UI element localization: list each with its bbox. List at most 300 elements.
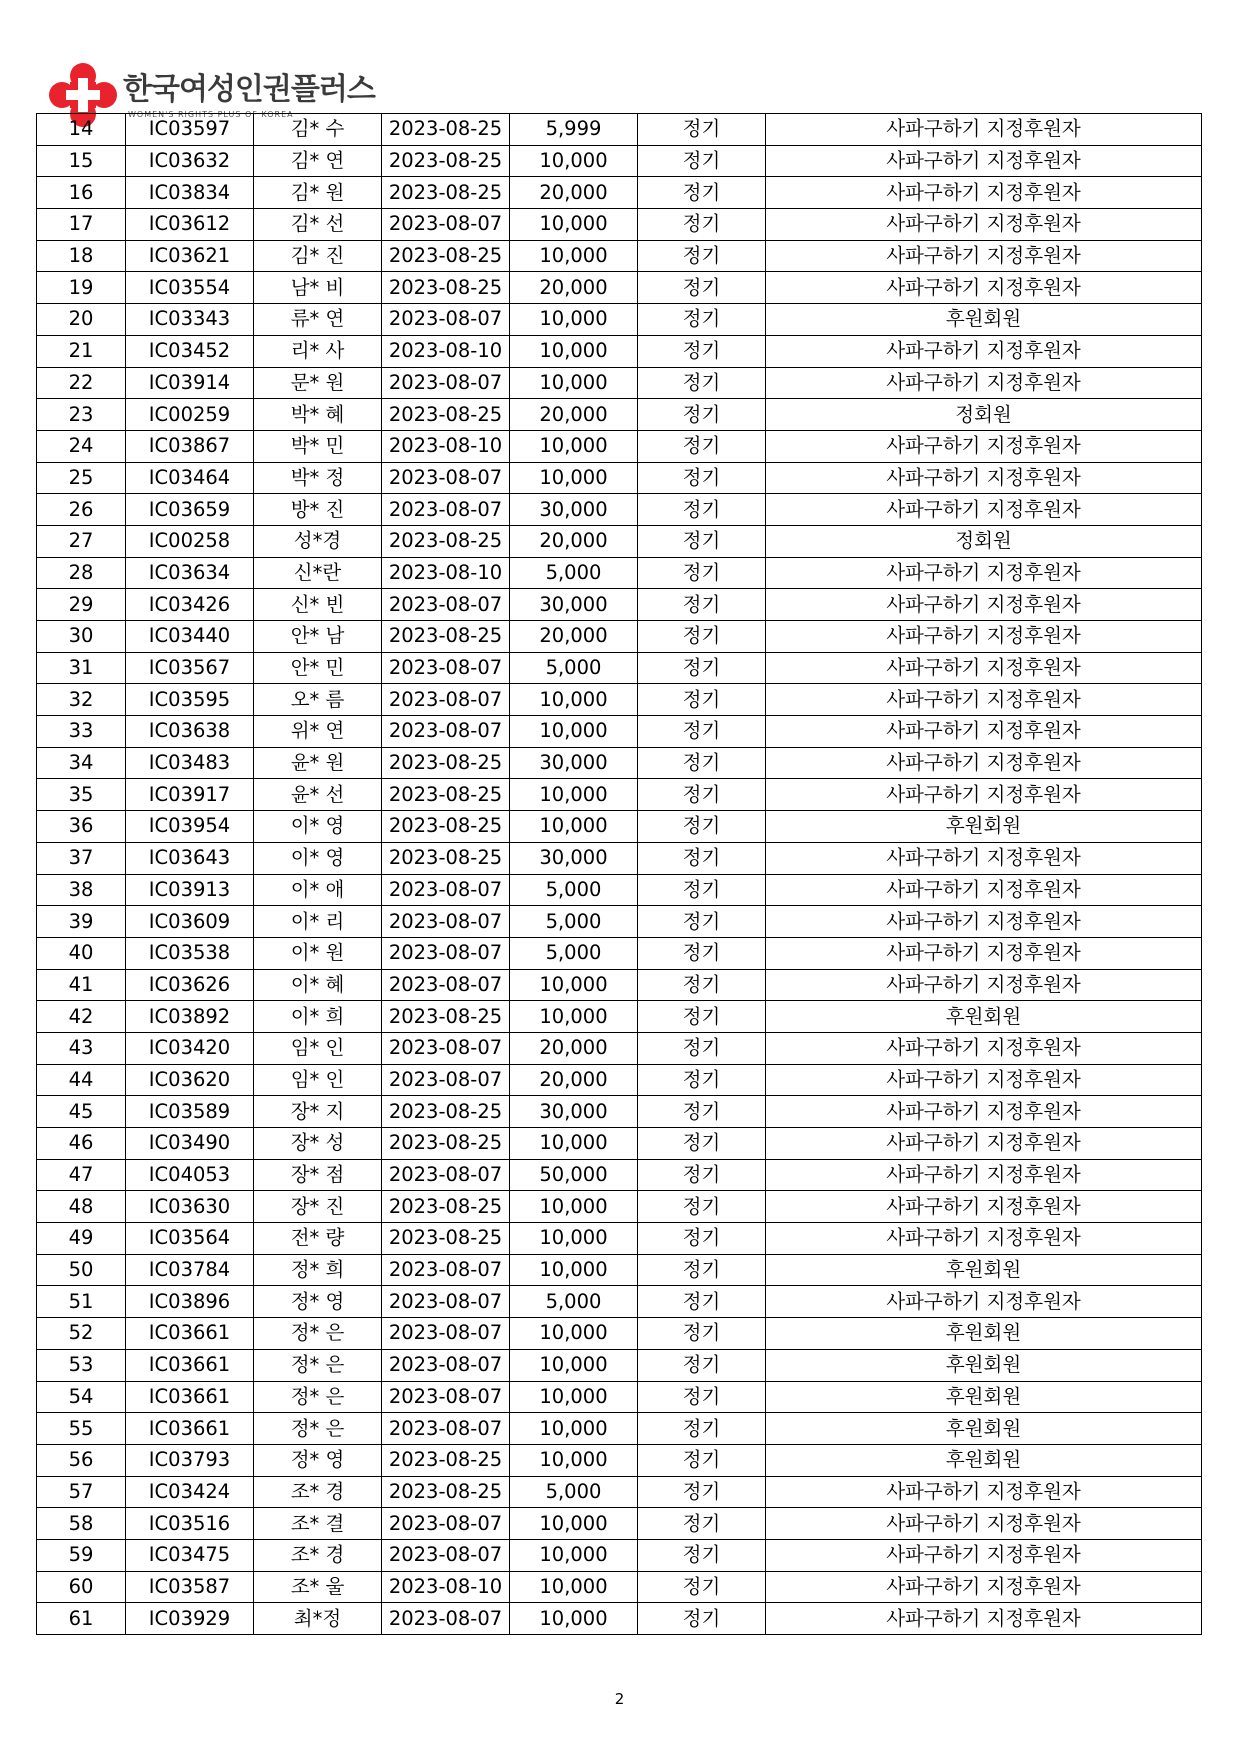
donor-category-cell: 사파구하기 지정후원자: [766, 272, 1202, 304]
table-row: [37, 1508, 1202, 1540]
table-row: [37, 1191, 1202, 1223]
donor-name-cell: 이* 원: [254, 937, 382, 969]
table-row: [37, 1413, 1202, 1445]
table-row: [37, 462, 1202, 494]
payment-date-cell: 2023-08-07: [382, 684, 510, 716]
table-row: [37, 209, 1202, 241]
org-name: 한국여성인권플러스: [123, 72, 375, 107]
page-number: 2: [614, 1690, 625, 1708]
table-row: [37, 399, 1202, 431]
amount-cell: 20,000: [510, 1064, 638, 1096]
payment-date-cell: 2023-08-07: [382, 367, 510, 399]
donor-category-cell: 사파구하기 지정후원자: [766, 747, 1202, 779]
donor-category-cell: 사파구하기 지정후원자: [766, 1159, 1202, 1191]
table-row: [37, 114, 1202, 146]
donor-category-cell: 사파구하기 지정후원자: [766, 462, 1202, 494]
donor-id-cell: IC03634: [126, 557, 254, 589]
donor-category-cell: 사파구하기 지정후원자: [766, 652, 1202, 684]
donor-category-cell: 사파구하기 지정후원자: [766, 367, 1202, 399]
payment-date-cell: 2023-08-07: [382, 716, 510, 748]
amount-cell: 30,000: [510, 842, 638, 874]
table-row: [37, 304, 1202, 336]
payment-date-cell: 2023-08-07: [382, 494, 510, 526]
row-number-cell: 42: [37, 1001, 126, 1033]
donor-id-cell: IC03609: [126, 906, 254, 938]
payment-type-cell: 정기: [638, 779, 766, 811]
payment-type-cell: 정기: [638, 462, 766, 494]
donor-category-cell: 사파구하기 지정후원자: [766, 842, 1202, 874]
donor-name-cell: 안* 민: [254, 652, 382, 684]
payment-date-cell: 2023-08-07: [382, 1508, 510, 1540]
donor-name-cell: 신* 빈: [254, 589, 382, 621]
donor-category-cell: 사파구하기 지정후원자: [766, 1191, 1202, 1223]
donor-id-cell: IC00259: [126, 399, 254, 431]
amount-cell: 10,000: [510, 462, 638, 494]
row-number-cell: 24: [37, 430, 126, 462]
table-row: [37, 367, 1202, 399]
amount-cell: 10,000: [510, 1318, 638, 1350]
payment-date-cell: 2023-08-07: [382, 1539, 510, 1571]
donor-id-cell: IC03490: [126, 1128, 254, 1160]
donor-name-cell: 이* 영: [254, 842, 382, 874]
row-number-cell: 46: [37, 1128, 126, 1160]
row-number-cell: 61: [37, 1603, 126, 1635]
amount-cell: 10,000: [510, 969, 638, 1001]
row-number-cell: 47: [37, 1159, 126, 1191]
row-number-cell: 27: [37, 525, 126, 557]
payment-date-cell: 2023-08-25: [382, 811, 510, 843]
amount-cell: 10,000: [510, 1349, 638, 1381]
amount-cell: 20,000: [510, 1032, 638, 1064]
donor-id-cell: IC03892: [126, 1001, 254, 1033]
donor-id-cell: IC03913: [126, 874, 254, 906]
donor-id-cell: IC03567: [126, 652, 254, 684]
payment-type-cell: 정기: [638, 621, 766, 653]
payment-type-cell: 정기: [638, 1064, 766, 1096]
donor-table-body: [37, 114, 1202, 1635]
row-number-cell: 39: [37, 906, 126, 938]
donor-name-cell: 박* 정: [254, 462, 382, 494]
row-number-cell: 52: [37, 1318, 126, 1350]
table-row: [37, 145, 1202, 177]
donor-id-cell: IC03621: [126, 240, 254, 272]
donor-id-cell: IC03475: [126, 1539, 254, 1571]
donor-category-cell: 사파구하기 지정후원자: [766, 1064, 1202, 1096]
row-number-cell: 14: [37, 114, 126, 146]
donor-name-cell: 이* 리: [254, 906, 382, 938]
donor-category-cell: 후원회원: [766, 1318, 1202, 1350]
payment-type-cell: 정기: [638, 1571, 766, 1603]
donor-name-cell: 위* 연: [254, 716, 382, 748]
row-number-cell: 21: [37, 335, 126, 367]
donor-category-cell: 정회원: [766, 399, 1202, 431]
payment-date-cell: 2023-08-25: [382, 525, 510, 557]
payment-date-cell: 2023-08-25: [382, 145, 510, 177]
payment-type-cell: 정기: [638, 304, 766, 336]
amount-cell: 20,000: [510, 621, 638, 653]
amount-cell: 30,000: [510, 1096, 638, 1128]
payment-type-cell: 정기: [638, 652, 766, 684]
donor-id-cell: IC03420: [126, 1032, 254, 1064]
row-number-cell: 54: [37, 1381, 126, 1413]
amount-cell: 5,000: [510, 557, 638, 589]
amount-cell: 50,000: [510, 1159, 638, 1191]
donor-id-cell: IC04053: [126, 1159, 254, 1191]
row-number-cell: 31: [37, 652, 126, 684]
table-row: [37, 589, 1202, 621]
donor-category-cell: 사파구하기 지정후원자: [766, 779, 1202, 811]
amount-cell: 20,000: [510, 399, 638, 431]
payment-type-cell: 정기: [638, 1444, 766, 1476]
donor-category-cell: 사파구하기 지정후원자: [766, 1286, 1202, 1318]
payment-type-cell: 정기: [638, 399, 766, 431]
donor-category-cell: 사파구하기 지정후원자: [766, 1096, 1202, 1128]
row-number-cell: 38: [37, 874, 126, 906]
payment-type-cell: 정기: [638, 494, 766, 526]
donor-category-cell: 후원회원: [766, 1349, 1202, 1381]
payment-type-cell: 정기: [638, 1159, 766, 1191]
donor-id-cell: IC03587: [126, 1571, 254, 1603]
donor-category-cell: 후원회원: [766, 1254, 1202, 1286]
payment-type-cell: 정기: [638, 240, 766, 272]
payment-date-cell: 2023-08-07: [382, 589, 510, 621]
payment-type-cell: 정기: [638, 145, 766, 177]
payment-type-cell: 정기: [638, 1476, 766, 1508]
payment-date-cell: 2023-08-25: [382, 842, 510, 874]
payment-type-cell: 정기: [638, 811, 766, 843]
donor-category-cell: 사파구하기 지정후원자: [766, 335, 1202, 367]
payment-date-cell: 2023-08-07: [382, 209, 510, 241]
donor-id-cell: IC03661: [126, 1318, 254, 1350]
donor-id-cell: IC03793: [126, 1444, 254, 1476]
payment-date-cell: 2023-08-10: [382, 430, 510, 462]
payment-type-cell: 정기: [638, 969, 766, 1001]
donor-name-cell: 남* 비: [254, 272, 382, 304]
donor-category-cell: 후원회원: [766, 1381, 1202, 1413]
payment-date-cell: 2023-08-07: [382, 1603, 510, 1635]
donor-id-cell: IC03343: [126, 304, 254, 336]
donor-name-cell: 전* 량: [254, 1223, 382, 1255]
payment-date-cell: 2023-08-10: [382, 335, 510, 367]
donor-name-cell: 정* 영: [254, 1444, 382, 1476]
donor-category-cell: 사파구하기 지정후원자: [766, 589, 1202, 621]
amount-cell: 10,000: [510, 1381, 638, 1413]
donor-id-cell: IC03917: [126, 779, 254, 811]
row-number-cell: 58: [37, 1508, 126, 1540]
payment-type-cell: 정기: [638, 335, 766, 367]
donor-name-cell: 김* 선: [254, 209, 382, 241]
row-number-cell: 35: [37, 779, 126, 811]
donor-id-cell: IC03452: [126, 335, 254, 367]
table-row: [37, 1286, 1202, 1318]
amount-cell: 20,000: [510, 525, 638, 557]
donor-name-cell: 김* 진: [254, 240, 382, 272]
donor-id-cell: IC03630: [126, 1191, 254, 1223]
donor-name-cell: 성*경: [254, 525, 382, 557]
donor-category-cell: 사파구하기 지정후원자: [766, 145, 1202, 177]
donor-category-cell: 사파구하기 지정후원자: [766, 1128, 1202, 1160]
amount-cell: 10,000: [510, 1254, 638, 1286]
payment-date-cell: 2023-08-07: [382, 1286, 510, 1318]
donor-id-cell: IC03483: [126, 747, 254, 779]
donor-name-cell: 정* 은: [254, 1318, 382, 1350]
table-row: [37, 1254, 1202, 1286]
amount-cell: 10,000: [510, 209, 638, 241]
donor-category-cell: 사파구하기 지정후원자: [766, 240, 1202, 272]
donor-category-cell: 사파구하기 지정후원자: [766, 1539, 1202, 1571]
payment-date-cell: 2023-08-25: [382, 1096, 510, 1128]
donor-name-cell: 리* 사: [254, 335, 382, 367]
donor-name-cell: 정* 은: [254, 1381, 382, 1413]
donor-category-cell: 사파구하기 지정후원자: [766, 874, 1202, 906]
donor-id-cell: IC03661: [126, 1381, 254, 1413]
donor-name-cell: 오* 름: [254, 684, 382, 716]
payment-date-cell: 2023-08-07: [382, 906, 510, 938]
payment-date-cell: 2023-08-25: [382, 747, 510, 779]
table-row: [37, 937, 1202, 969]
payment-type-cell: 정기: [638, 367, 766, 399]
donor-name-cell: 류* 연: [254, 304, 382, 336]
donor-id-cell: IC03661: [126, 1349, 254, 1381]
donor-id-cell: IC03597: [126, 114, 254, 146]
payment-date-cell: 2023-08-25: [382, 272, 510, 304]
row-number-cell: 20: [37, 304, 126, 336]
payment-type-cell: 정기: [638, 1254, 766, 1286]
amount-cell: 10,000: [510, 1444, 638, 1476]
amount-cell: 10,000: [510, 430, 638, 462]
payment-type-cell: 정기: [638, 1318, 766, 1350]
payment-type-cell: 정기: [638, 842, 766, 874]
table-row: [37, 494, 1202, 526]
donor-name-cell: 김* 원: [254, 177, 382, 209]
donor-category-cell: 사파구하기 지정후원자: [766, 716, 1202, 748]
payment-type-cell: 정기: [638, 1001, 766, 1033]
table-row: [37, 525, 1202, 557]
table-row: [37, 335, 1202, 367]
amount-cell: 10,000: [510, 779, 638, 811]
table-row: [37, 557, 1202, 589]
donor-name-cell: 장* 진: [254, 1191, 382, 1223]
row-number-cell: 32: [37, 684, 126, 716]
payment-date-cell: 2023-08-07: [382, 304, 510, 336]
payment-date-cell: 2023-08-07: [382, 1381, 510, 1413]
payment-date-cell: 2023-08-25: [382, 621, 510, 653]
payment-type-cell: 정기: [638, 906, 766, 938]
donor-id-cell: IC03589: [126, 1096, 254, 1128]
payment-date-cell: 2023-08-07: [382, 1032, 510, 1064]
donor-name-cell: 박* 민: [254, 430, 382, 462]
table-row: [37, 1603, 1202, 1635]
donor-id-cell: IC03896: [126, 1286, 254, 1318]
row-number-cell: 41: [37, 969, 126, 1001]
donor-category-cell: 후원회원: [766, 304, 1202, 336]
payment-type-cell: 정기: [638, 747, 766, 779]
payment-type-cell: 정기: [638, 1128, 766, 1160]
donor-name-cell: 정* 은: [254, 1349, 382, 1381]
donor-id-cell: IC03643: [126, 842, 254, 874]
payment-type-cell: 정기: [638, 1508, 766, 1540]
donor-id-cell: IC03440: [126, 621, 254, 653]
payment-type-cell: 정기: [638, 557, 766, 589]
donor-id-cell: IC03867: [126, 430, 254, 462]
donor-name-cell: 신*란: [254, 557, 382, 589]
row-number-cell: 34: [37, 747, 126, 779]
row-number-cell: 26: [37, 494, 126, 526]
amount-cell: 5,000: [510, 652, 638, 684]
table-row: [37, 1444, 1202, 1476]
donor-category-cell: 사파구하기 지정후원자: [766, 1476, 1202, 1508]
payment-type-cell: 정기: [638, 177, 766, 209]
donor-id-cell: IC03554: [126, 272, 254, 304]
amount-cell: 10,000: [510, 1539, 638, 1571]
payment-date-cell: 2023-08-25: [382, 1444, 510, 1476]
amount-cell: 10,000: [510, 1128, 638, 1160]
amount-cell: 10,000: [510, 367, 638, 399]
donor-id-cell: IC03464: [126, 462, 254, 494]
donor-category-cell: 사파구하기 지정후원자: [766, 1032, 1202, 1064]
row-number-cell: 25: [37, 462, 126, 494]
donor-name-cell: 정* 희: [254, 1254, 382, 1286]
payment-date-cell: 2023-08-25: [382, 1476, 510, 1508]
table-row: [37, 621, 1202, 653]
payment-date-cell: 2023-08-25: [382, 399, 510, 431]
table-row: [37, 1381, 1202, 1413]
donor-id-cell: IC03424: [126, 1476, 254, 1508]
table-row: [37, 430, 1202, 462]
payment-type-cell: 정기: [638, 1381, 766, 1413]
payment-type-cell: 정기: [638, 1191, 766, 1223]
row-number-cell: 57: [37, 1476, 126, 1508]
donor-name-cell: 장* 지: [254, 1096, 382, 1128]
table-row: [37, 747, 1202, 779]
amount-cell: 10,000: [510, 811, 638, 843]
donor-id-cell: IC03929: [126, 1603, 254, 1635]
payment-date-cell: 2023-08-07: [382, 937, 510, 969]
table-row: [37, 652, 1202, 684]
payment-date-cell: 2023-08-10: [382, 1571, 510, 1603]
row-number-cell: 56: [37, 1444, 126, 1476]
row-number-cell: 59: [37, 1539, 126, 1571]
payment-date-cell: 2023-08-07: [382, 1254, 510, 1286]
payment-type-cell: 정기: [638, 1286, 766, 1318]
amount-cell: 10,000: [510, 1413, 638, 1445]
row-number-cell: 19: [37, 272, 126, 304]
donor-category-cell: 사파구하기 지정후원자: [766, 969, 1202, 1001]
amount-cell: 20,000: [510, 272, 638, 304]
row-number-cell: 23: [37, 399, 126, 431]
donor-id-cell: IC03834: [126, 177, 254, 209]
table-row: [37, 1223, 1202, 1255]
donor-category-cell: 사파구하기 지정후원자: [766, 1508, 1202, 1540]
row-number-cell: 45: [37, 1096, 126, 1128]
row-number-cell: 48: [37, 1191, 126, 1223]
table-row: [37, 684, 1202, 716]
row-number-cell: 17: [37, 209, 126, 241]
table-row: [37, 716, 1202, 748]
donor-category-cell: 사파구하기 지정후원자: [766, 621, 1202, 653]
donor-name-cell: 이* 혜: [254, 969, 382, 1001]
table-row: [37, 1128, 1202, 1160]
donor-id-cell: IC03595: [126, 684, 254, 716]
payment-date-cell: 2023-08-25: [382, 177, 510, 209]
row-number-cell: 40: [37, 937, 126, 969]
payment-type-cell: 정기: [638, 430, 766, 462]
amount-cell: 10,000: [510, 304, 638, 336]
table-row: [37, 1159, 1202, 1191]
donor-id-cell: IC03661: [126, 1413, 254, 1445]
table-row: [37, 1064, 1202, 1096]
row-number-cell: 30: [37, 621, 126, 653]
row-number-cell: 29: [37, 589, 126, 621]
donor-category-cell: 후원회원: [766, 1413, 1202, 1445]
table-row: [37, 1539, 1202, 1571]
donor-id-cell: IC03426: [126, 589, 254, 621]
payment-date-cell: 2023-08-07: [382, 1413, 510, 1445]
donor-name-cell: 장* 점: [254, 1159, 382, 1191]
donor-category-cell: 사파구하기 지정후원자: [766, 557, 1202, 589]
donor-id-cell: IC03612: [126, 209, 254, 241]
payment-date-cell: 2023-08-25: [382, 240, 510, 272]
table-row: [37, 1001, 1202, 1033]
donor-name-cell: 윤* 선: [254, 779, 382, 811]
table-row: [37, 779, 1202, 811]
row-number-cell: 22: [37, 367, 126, 399]
payment-type-cell: 정기: [638, 1096, 766, 1128]
donor-name-cell: 정* 영: [254, 1286, 382, 1318]
amount-cell: 5,000: [510, 874, 638, 906]
payment-date-cell: 2023-08-25: [382, 114, 510, 146]
donor-name-cell: 김* 연: [254, 145, 382, 177]
payment-type-cell: 정기: [638, 209, 766, 241]
table-row: [37, 1096, 1202, 1128]
amount-cell: 5,999: [510, 114, 638, 146]
table-row: [37, 272, 1202, 304]
amount-cell: 5,000: [510, 1476, 638, 1508]
row-number-cell: 18: [37, 240, 126, 272]
table-row: [37, 240, 1202, 272]
donor-name-cell: 정* 은: [254, 1413, 382, 1445]
payment-date-cell: 2023-08-07: [382, 1349, 510, 1381]
donor-name-cell: 임* 인: [254, 1064, 382, 1096]
donor-name-cell: 최*정: [254, 1603, 382, 1635]
donor-category-cell: 사파구하기 지정후원자: [766, 1603, 1202, 1635]
donor-id-cell: IC03626: [126, 969, 254, 1001]
row-number-cell: 16: [37, 177, 126, 209]
row-number-cell: 53: [37, 1349, 126, 1381]
payment-date-cell: 2023-08-07: [382, 652, 510, 684]
donor-category-cell: 사파구하기 지정후원자: [766, 430, 1202, 462]
payment-type-cell: 정기: [638, 272, 766, 304]
payment-type-cell: 정기: [638, 684, 766, 716]
donor-name-cell: 윤* 원: [254, 747, 382, 779]
donor-id-cell: IC00258: [126, 525, 254, 557]
donor-name-cell: 이* 애: [254, 874, 382, 906]
donor-category-cell: 사파구하기 지정후원자: [766, 684, 1202, 716]
donor-category-cell: 사파구하기 지정후원자: [766, 177, 1202, 209]
table-row: [37, 969, 1202, 1001]
row-number-cell: 44: [37, 1064, 126, 1096]
donor-id-cell: IC03659: [126, 494, 254, 526]
row-number-cell: 36: [37, 811, 126, 843]
donor-category-cell: 사파구하기 지정후원자: [766, 1571, 1202, 1603]
donor-category-cell: 후원회원: [766, 1001, 1202, 1033]
row-number-cell: 50: [37, 1254, 126, 1286]
amount-cell: 30,000: [510, 747, 638, 779]
donor-category-cell: 사파구하기 지정후원자: [766, 906, 1202, 938]
payment-date-cell: 2023-08-10: [382, 557, 510, 589]
amount-cell: 10,000: [510, 716, 638, 748]
amount-cell: 5,000: [510, 906, 638, 938]
